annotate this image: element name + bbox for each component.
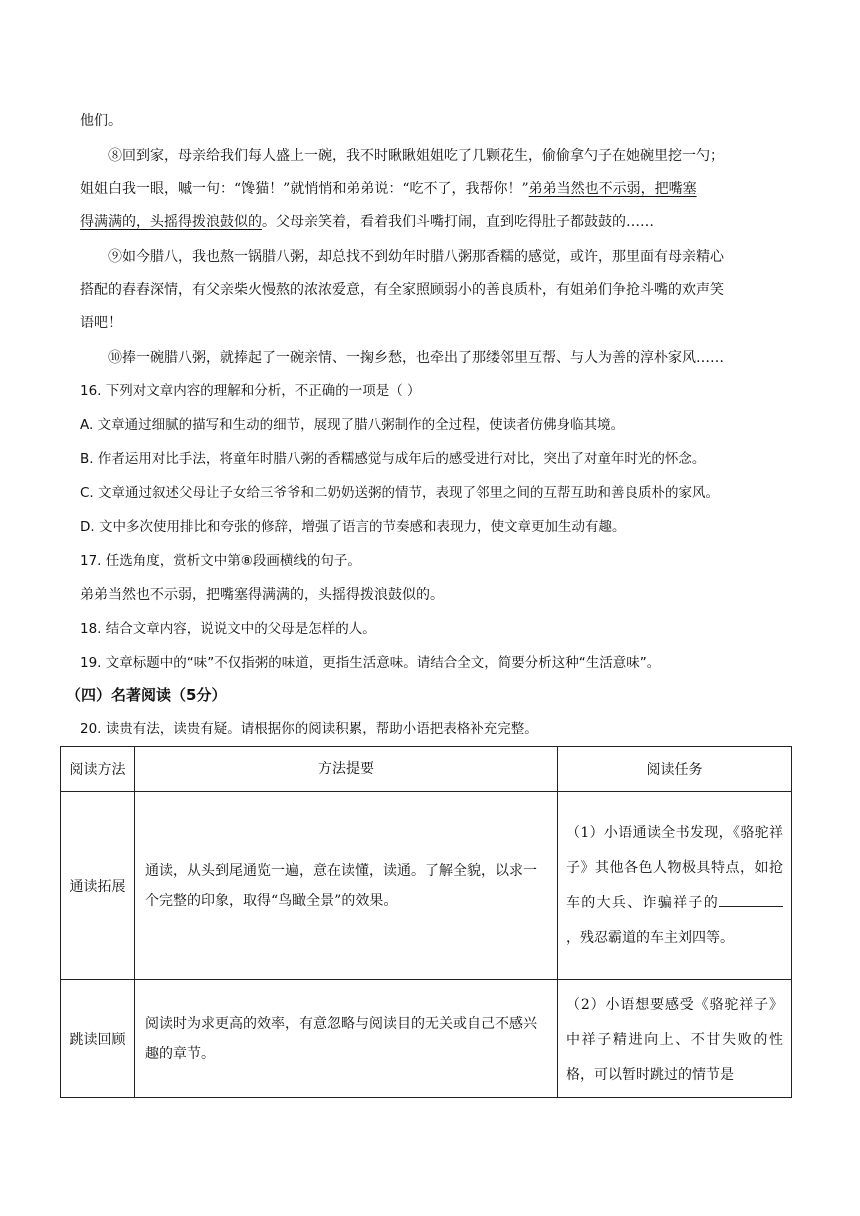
underlined-sentence: 得满满的，头摇得拨浪鼓似的 — [80, 214, 262, 230]
question-17: 17. 任选角度，赏析文中第⑧段画横线的句子。 — [80, 553, 361, 569]
question-16: 16. 下列对文章内容的理解和分析，不正确的一项是（ ） — [80, 383, 421, 399]
task-text: ，残忍霸道的车主刘四等。 — [566, 929, 734, 946]
table-row — [61, 792, 792, 980]
paragraph-8-line-2 — [80, 172, 780, 206]
section-heading: （四）名著阅读（5分） — [66, 686, 227, 704]
paragraph-8-text: 姐姐白我一眼，嘁一句：“馋猫！”就悄悄和弟弟说：“吃不了，我帮你！” — [80, 181, 529, 197]
paragraph-8-line-1: ⑧回到家，母亲给我们每人盛上一碗，我不时瞅瞅姐姐吃了几颗花生，偷偷拿勺子在她碗里挖一勺； — [108, 148, 724, 164]
table-cell-summary: 通读，从头到尾通览一遍，意在读懂，读通。了解全貌，以求一个完整的印象，取得“鸟瞰全景”的效果。 — [135, 792, 558, 980]
answer-blank[interactable] — [719, 892, 783, 907]
paragraph-9-line-1: ⑨如今腊八，我也熬一锅腊八粥，却总找不到幼年时腊八粥那香糯的感觉，或许，那里面有母亲精心 — [108, 249, 724, 265]
table-header: 方法提要 — [135, 747, 558, 792]
paragraph-9-line-3: 语吧！ — [80, 315, 122, 331]
paragraph-10: ⑩捧一碗腊八粥，就捧起了一碗亲情、一掬乡愁，也牵出了那缕邻里互帮、与人为善的淳朴家风…… — [108, 350, 724, 366]
reading-method-table — [60, 746, 792, 1098]
table-row — [61, 980, 792, 1098]
question-16-option-d: D. 文中多次使用排比和夸张的修辞，增强了语言的节奏感和表现力，使文章更加生动有趣。 — [80, 519, 626, 535]
table-header: 阅读任务 — [558, 747, 792, 792]
question-20: 20. 读贵有法，读贵有疑。请根据你的阅读积累，帮助小语把表格补充完整。 — [80, 721, 538, 737]
paragraph-9-line-2: 搭配的舂舂深情，有父亲柴火慢熬的浓浓爱意，有全家照顾弱小的善良质朴，有姐弟们争抢斗嘴的欢声笑 — [80, 282, 724, 298]
question-18: 18. 结合文章内容，说说文中的父母是怎样的人。 — [80, 621, 376, 637]
paragraph-8-text: 。父母亲笑着，看着我们斗嘴打闹，直到吃得肚子都鼓鼓的…… — [262, 214, 654, 230]
task-text: （1）小语通读全书发现，《骆驼祥子》其他各色人物极具特点，如抢车的大兵、诈骗祥子的 — [566, 824, 783, 911]
question-16-option-b: B. 作者运用对比手法，将童年时腊八粥的香糯感觉与成年后的感受进行对比，突出了对童年时光的怀念。 — [80, 451, 706, 467]
table-cell-method: 跳读回顾 — [61, 980, 135, 1098]
question-19: 19. 文章标题中的“味”不仅指粥的味道，更指生活意味。请结合全文，简要分析这种“生活意味”。 — [80, 655, 661, 671]
table-cell-summary: 阅读时为求更高的效率，有意忽略与阅读目的无关或自己不感兴趣的章节。 — [135, 980, 558, 1098]
table-header: 阅读方法 — [61, 747, 135, 792]
question-16-option-a: A. 文章通过细腻的描写和生动的细节，展现了腊八粥制作的全过程，使读者仿佛身临其境。 — [80, 417, 625, 433]
question-17-quote: 弟弟当然也不示弱，把嘴塞得满满的，头摇得拨浪鼓似的。 — [80, 587, 444, 603]
passage-line: 他们。 — [80, 113, 122, 129]
table-cell-task — [558, 792, 792, 980]
question-16-option-c: C. 文章通过叙述父母让子女给三爷爷和二奶奶送粥的情节，表现了邻里之间的互帮互助和善良质朴的家风。 — [80, 485, 720, 501]
paragraph-8-line-3 — [80, 205, 780, 239]
table-cell-task: （2）小语想要感受《骆驼祥子》中祥子精进向上、不甘失败的性格，可以暂时跳过的情节是 — [558, 980, 792, 1098]
table-cell-method: 通读拓展 — [61, 792, 135, 980]
table-header-row — [61, 747, 792, 792]
underlined-sentence: 弟弟当然也不示弱，把嘴塞 — [528, 181, 697, 197]
